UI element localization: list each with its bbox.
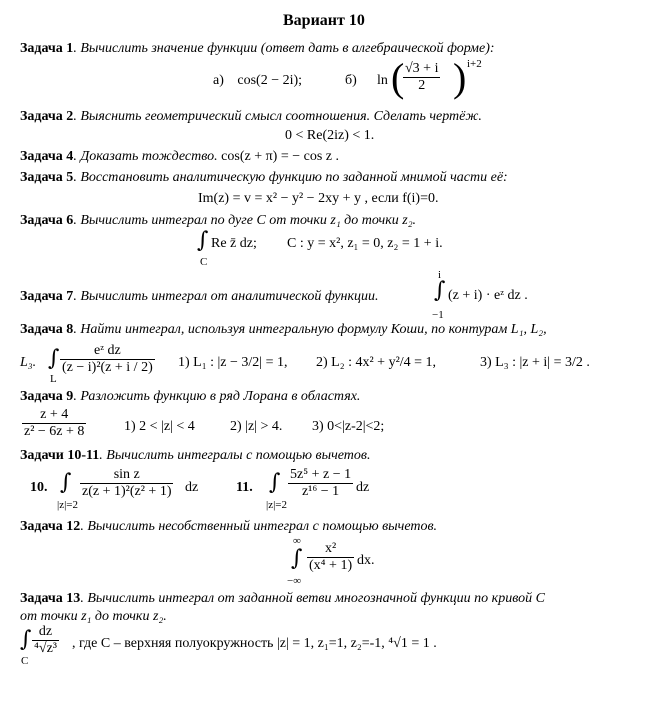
- problem-12-lower: −∞: [287, 575, 302, 587]
- problem-5-label: Задача 5: [20, 170, 74, 185]
- problem-13-rest: , где C – верхняя полуокружность |z| = 1, z₁=1, z₂=-1, ⁴√1 = 1 .: [72, 636, 437, 651]
- problem-1-label: Задача 1: [20, 41, 74, 56]
- problem-1-a-expr: cos(2 − 2i);: [237, 73, 303, 88]
- problem-7-text: . Вычислить интеграл от аналитической функции.: [73, 289, 379, 304]
- page-title: Вариант 10: [283, 12, 365, 29]
- problem-10-num: sin z: [80, 468, 173, 484]
- problem-10-lower: |z|=2: [57, 499, 78, 511]
- problem-7-heading: [20, 290, 379, 304]
- integral-sign: ∫: [60, 470, 72, 495]
- problem-9-heading: [20, 390, 360, 404]
- problem-13-den: ⁴√z³: [34, 641, 57, 656]
- problem-10-fraction: [80, 468, 173, 499]
- problem-1-text: . Вычислить значение функции (ответ дать в алгебраической форме):: [73, 41, 495, 56]
- problem-6-lower: C: [200, 256, 208, 268]
- problem-7-lower: −1: [432, 309, 444, 321]
- problem-1-b-den: 2: [418, 78, 426, 93]
- problem-4-text: . Доказать тождество.: [73, 149, 218, 164]
- problem-8-text: . Найти интеграл, используя интегральную формулу Коши, по контурам L₁, L₂,: [73, 322, 547, 337]
- problem-2-label: Задача 2: [20, 109, 74, 124]
- integral-sign: ∫: [269, 470, 281, 495]
- problem-12-text: . Вычислить несобственный интеграл с помощью вычетов.: [80, 519, 438, 534]
- problem-11-number: 11.: [236, 480, 253, 495]
- left-paren: (: [391, 55, 405, 100]
- problem-1-b-label: б): [345, 73, 357, 88]
- problem-10-number: 10.: [30, 480, 48, 495]
- problem-8-fraction: [60, 344, 155, 375]
- problem-13-text2: от точки z₁ до точки z₂.: [20, 609, 167, 624]
- problem-13-fraction: [32, 625, 59, 656]
- problem-6-formula: [197, 230, 497, 270]
- problem-12-upper: ∞: [293, 535, 301, 547]
- problem-9-c2: 2) |z| > 4.: [230, 419, 283, 434]
- problem-8-lower: L: [50, 373, 57, 385]
- problem-6-heading: [20, 214, 416, 228]
- problem-10-11-text: . Вычислить интегралы с помощью вычетов.: [99, 448, 371, 463]
- problem-4-heading: [20, 150, 339, 164]
- problem-1-heading: [20, 42, 495, 56]
- integral-sign: ∫: [434, 278, 446, 303]
- integral-sign: ∫: [291, 546, 303, 571]
- problem-9-label: Задача 9: [20, 389, 74, 404]
- problem-1-a: [213, 74, 302, 88]
- problem-6-rest: C : y = x², z₁ = 0, z₂ = 1 + i.: [287, 236, 443, 251]
- problem-13-label: Задача 13: [20, 591, 81, 606]
- problem-13-num: dz: [32, 625, 59, 641]
- problem-9-formula: [22, 408, 442, 448]
- problem-8-L3: L₃.: [20, 355, 37, 370]
- problem-7-label: Задача 7: [20, 289, 74, 304]
- problem-11-formula: [236, 466, 436, 512]
- problem-6-text: . Вычислить интеграл по дуге C от точки z₁ до точки z₂.: [73, 213, 417, 228]
- problem-12-dx: dx.: [357, 553, 375, 568]
- problem-5-heading: [20, 171, 508, 185]
- problem-9-c3: 3) 0<|z-2|<2;: [312, 419, 385, 434]
- problem-1-a-label: а): [213, 73, 224, 88]
- problem-8-c2: 2) L₂ : 4x² + y²/4 = 1,: [316, 355, 437, 370]
- problem-1-b-fraction: [403, 62, 440, 93]
- problem-12-fraction: [307, 542, 354, 573]
- integral-sign: ∫: [48, 346, 60, 371]
- problem-11-num: 5z⁵ + z − 1: [290, 467, 352, 482]
- problem-10-dz: dz: [185, 480, 199, 495]
- problem-7-formula: [432, 270, 552, 320]
- problem-8-c3: 3) L₃ : |z + i| = 3/2 .: [480, 355, 590, 370]
- problem-11-dz: dz: [356, 480, 370, 495]
- problem-13-heading: [20, 592, 545, 606]
- problem-8-c1: 1) L₁ : |z − 3/2| = 1,: [178, 355, 288, 370]
- problem-8-den: (z − i)²(z + i / 2): [62, 360, 153, 375]
- problem-8-formula: [20, 344, 660, 386]
- problem-1-b-pow: i+2: [467, 58, 482, 70]
- problem-12-label: Задача 12: [20, 519, 81, 534]
- problem-13-lower: C: [21, 655, 29, 667]
- problem-2-heading: [20, 110, 482, 124]
- problem-7-upper: i: [438, 269, 442, 281]
- problem-11-fraction: [288, 468, 353, 499]
- problem-12-heading: [20, 520, 437, 534]
- problem-8-label: Задача 8: [20, 322, 74, 337]
- integral-sign: ∫: [20, 627, 32, 652]
- problem-10-den: z(z + 1)²(z² + 1): [82, 484, 172, 499]
- problem-7-integrand: (z + i) · eᶻ dz .: [448, 288, 528, 303]
- problem-13-formula: [20, 625, 660, 669]
- problem-12-den: (x⁴ + 1): [309, 558, 353, 573]
- problem-11-den: z¹⁶ − 1: [301, 484, 340, 499]
- problem-10-11-heading: [20, 449, 370, 463]
- problem-13-text: . Вычислить интеграл от заданной ветви многозначной функции по кривой C: [80, 591, 545, 606]
- problem-9-c1: 1) 2 < |z| < 4: [124, 419, 195, 434]
- problem-8-num: eᶻ dz: [60, 344, 155, 360]
- problem-11-lower: |z|=2: [266, 499, 287, 511]
- problem-12-num: x²: [307, 542, 354, 558]
- problem-9-den: z² − 6z + 8: [24, 424, 85, 439]
- problem-4-label: Задача 4: [20, 149, 74, 164]
- problem-8-heading: [20, 323, 547, 337]
- problem-5-formula: Im(z) = v = x² − y² − 2xy + y , если f(i)=0.: [198, 191, 439, 206]
- problem-6-integrand: Re z̄ dz;: [211, 236, 257, 251]
- problem-5-text: . Восстановить аналитическую функцию по заданной мнимой части её:: [73, 170, 508, 185]
- right-paren: ): [453, 55, 467, 100]
- problem-6-label: Задача 6: [20, 213, 74, 228]
- problem-2-formula: 0 < Re(2iz) < 1.: [285, 128, 375, 143]
- problem-9-text: . Разложить функцию в ряд Лорана в областях.: [73, 389, 361, 404]
- integral-sign: ∫: [197, 228, 209, 253]
- problem-10-11-label: Задачи 10-11: [20, 448, 100, 463]
- problem-9-num: z + 4: [22, 408, 86, 424]
- problem-1-b-ln: ln: [377, 73, 388, 88]
- problem-2-text: . Выяснить геометрический смысл соотношения. Сделать чертёж.: [73, 109, 482, 124]
- problem-12-formula: [287, 536, 407, 586]
- problem-9-fraction: [22, 408, 86, 439]
- problem-1-b-num: √3 + i: [405, 61, 439, 76]
- problem-4-formula: cos(z + π) = − cos z .: [221, 149, 339, 164]
